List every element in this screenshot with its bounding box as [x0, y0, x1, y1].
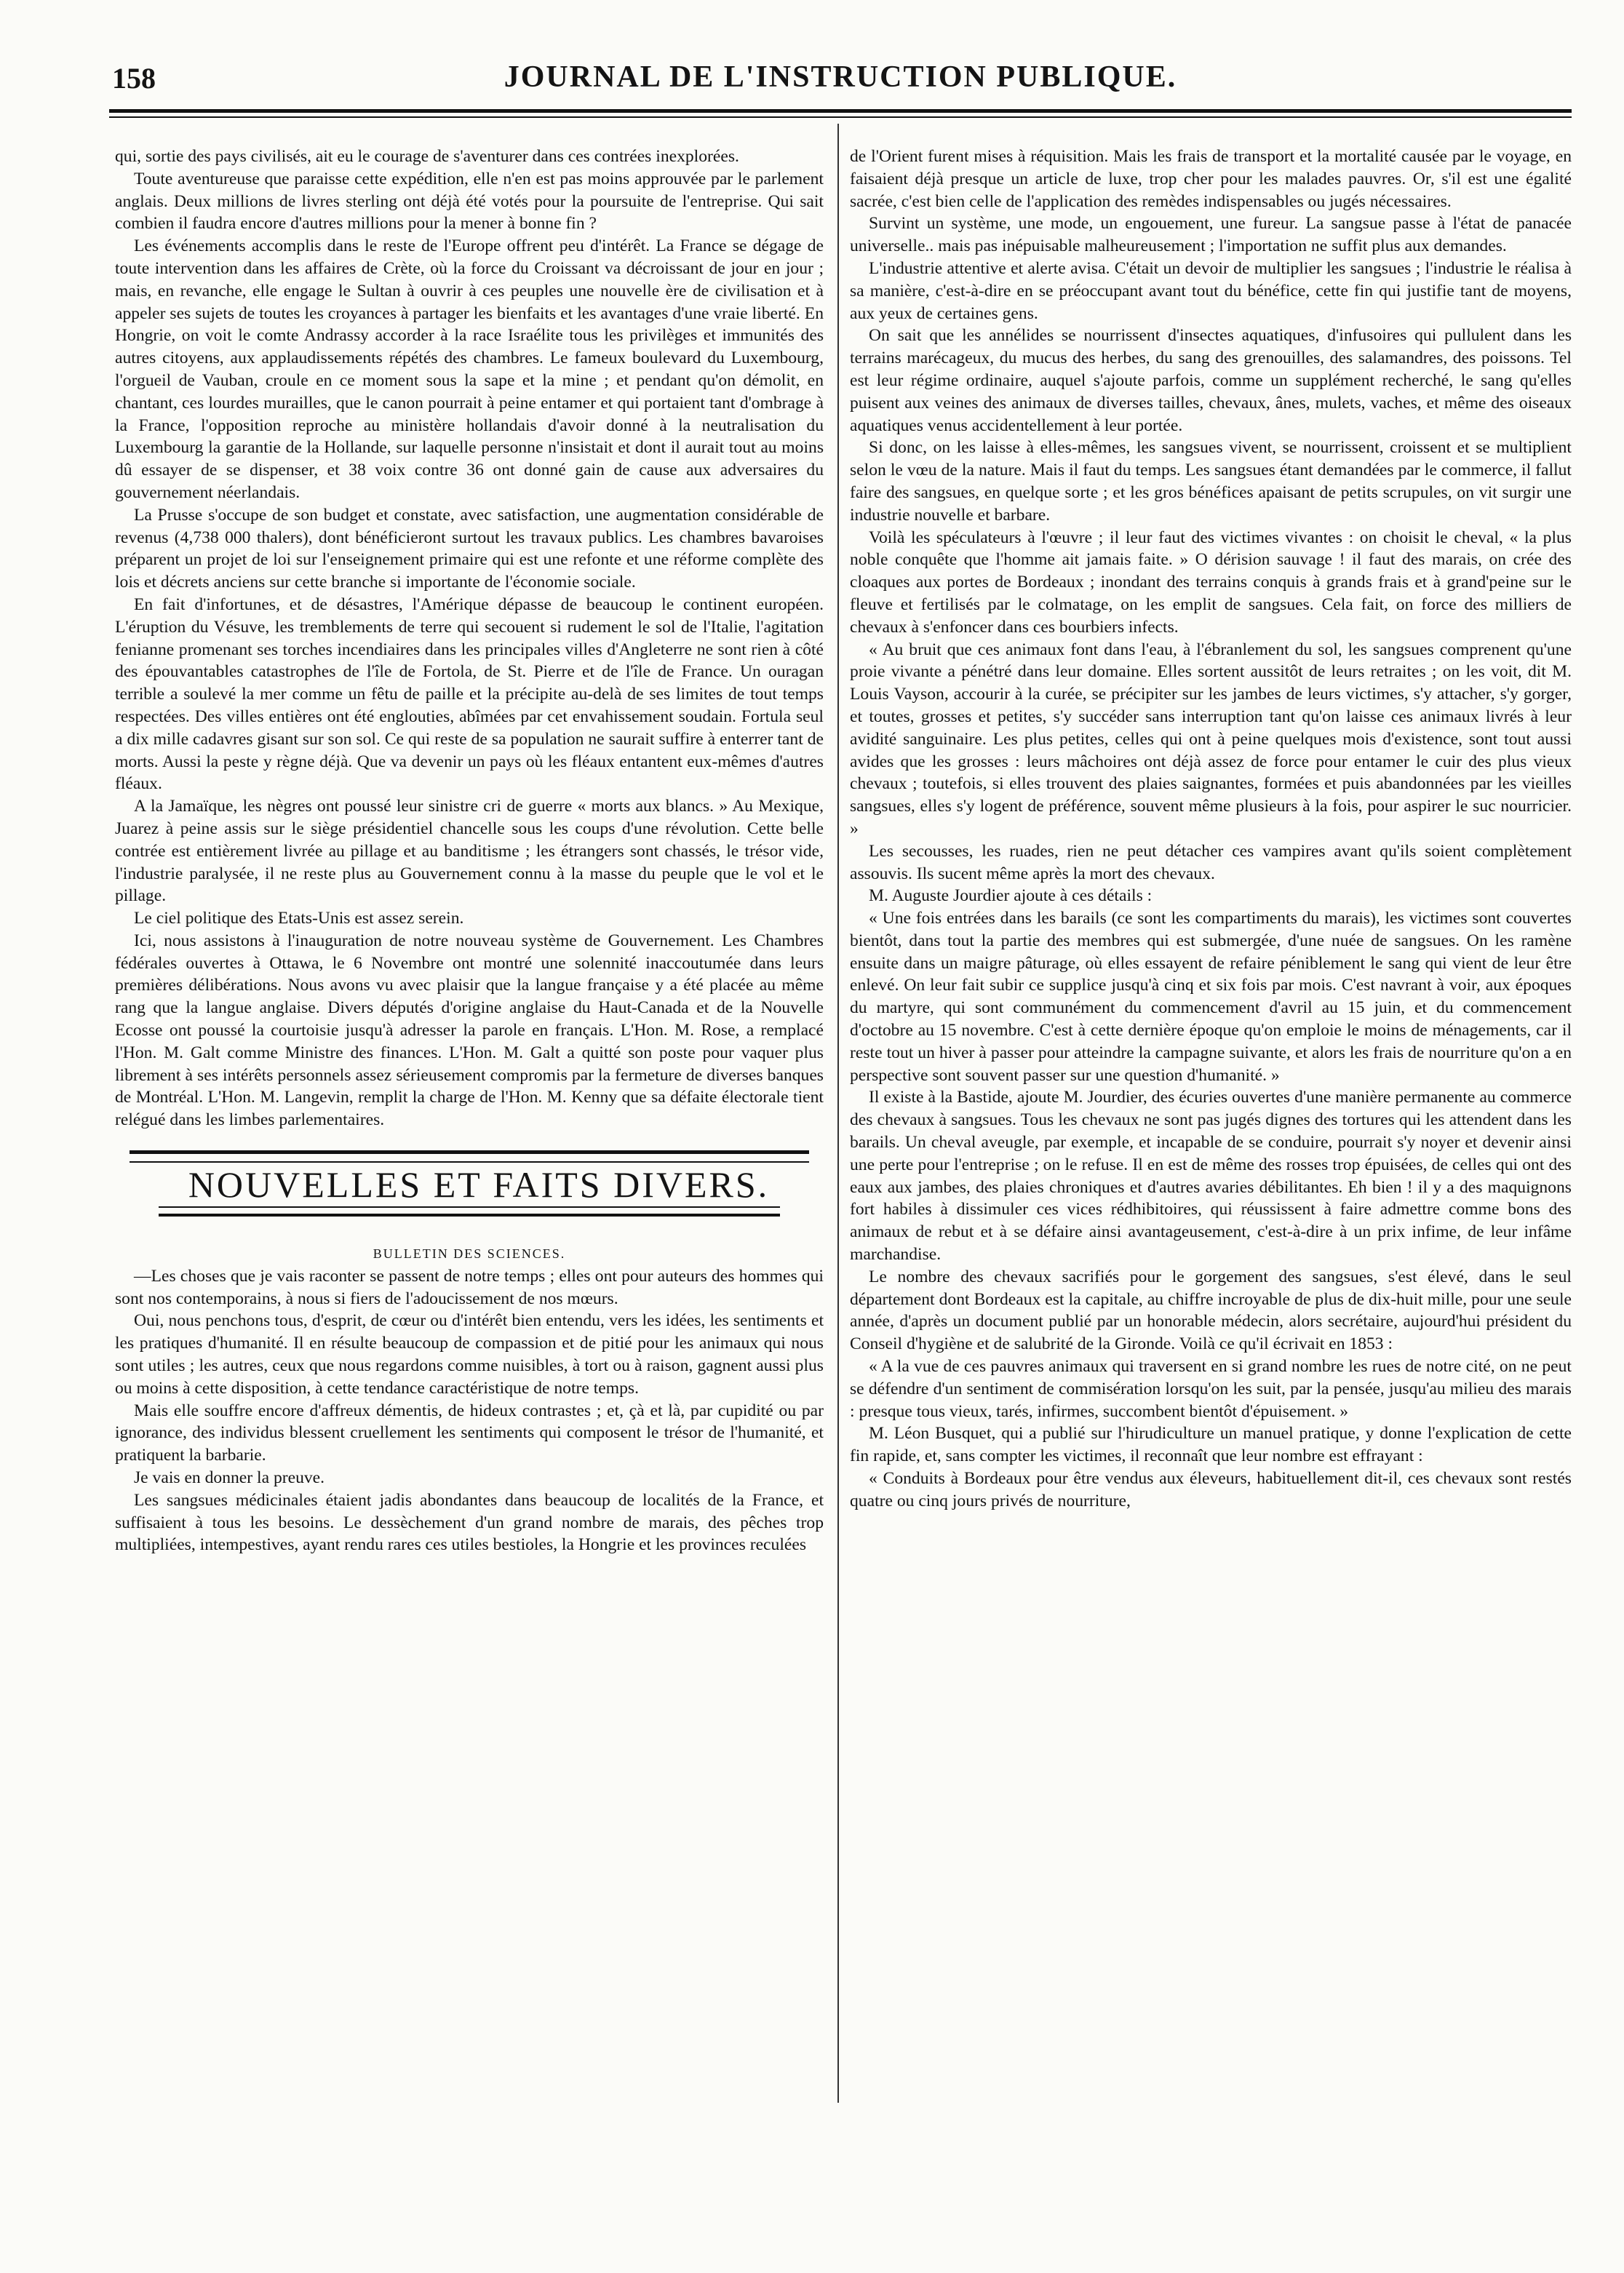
- paragraph: Ici, nous assistons à l'inauguration de notre nouveau système de Gouvernement. Les Chambres fédérales ouvertes à Ottawa, le 6 Novembre ont montré une solennité inaccoutumée dans leurs premières délibérations. Nous avons vu avec plaisir que la langue française y a été placée au même rang que la langue anglaise. Divers députés d'origine anglaise du Haut-Canada et de la Nouvelle Ecosse ont poussé la courtoisie jusqu'à adresser la parole en français. L'Hon. M. Rose, a remplacé l'Hon. M. Galt comme Ministre des finances. L'Hon. M. Galt a quitté son poste pour vaquer plus librement à ses intérêts personnels assez sérieusement compromis par la fermeture de diverses banques de Montréal. L'Hon. M. Langevin, remplit la charge de l'Hon. M. Kenny que sa défaite électorale tient relégué dans les limbes parlementaires.: [115, 931, 824, 1130]
- paragraph: « A la vue de ces pauvres animaux qui traversent en si grand nombre les rues de notre cité, on ne peut se défendre d'un sentiment de commisération lorsqu'on les suit, par la pensée, jusqu'au milieu des marais : presque tous vieux, tarés, infirmes, succombent bientôt d'épuisement. »: [850, 1357, 1572, 1421]
- paragraph: « Une fois entrées dans les barails (ce sont les compartiments du marais), les victimes sont couvertes bientôt, dans tout la partie des membres qui est submergée, d'une nuée de sangsues. On les ramène ensuite dans un maigre pâturage, où elles essayent de refaire péniblement le sang qui vient de leur être enlevé. On leur fait subir ce supplice jusqu'à cinq et six fois par mois. C'est navrant à voir, aux époques du martyre, qui sont communément du commencement d'avril au 15 juin, et du commencement d'octobre au 15 novembre. C'est à cette dernière époque qu'on emploie le moins de ménagements, car il reste tout un hiver à passer pour atteindre la campagne suivante, et alors les frais de nourriture qu'on a en perspective sont souvent passer sur une question d'humanité. »: [850, 909, 1572, 1085]
- paragraph: Les événements accomplis dans le reste de l'Europe offrent peu d'intérêt. La France se dégage de toute intervention dans les affaires de Crète, où la force du Croissant va décroissant de jour en jour ; mais, en revanche, elle engage le Sultan à ouvrir à ces peuples une nouvelle ère de civilisation et à appeler ses sujets de toutes les croyances à partager les bienfaits et les avantages d'une vraie liberté. En Hongrie, on voit le comte Andrassy accorder à la race Israélite tous les privilèges et immunités des autres citoyens, aux applaudissements répétés des chambres. Le fameux boulevard du Luxembourg, l'orgueil de Vauban, croule en ce moment sous la sape et la mine ; et pendant qu'on démolit, en chantant, ces lourdes murailles, que le canon pourrait à peine entamer et qui portaient tant d'ombrage à la France, l'opposition reproche au ministère hollandais d'avoir donné à la neutralisation du Luxembourg la garantie de la Hollande, sur laquelle personne n'insistait et dont il aurait tout au moins dû essayer de se dispenser, et 38 voix contre 36 ont donné gain de cause aux adversaires du gouvernement néerlandais.: [115, 236, 824, 502]
- section-title: NOUVELLES ET FAITS DIVERS.: [188, 1164, 770, 1206]
- paragraph: « Conduits à Bordeaux pour être vendus aux éleveurs, habituellement dit-il, ces chevaux sont restés quatre ou cinq jours privés de nourriture,: [850, 1469, 1572, 1510]
- paragraph: « Au bruit que ces animaux font dans l'eau, à l'ébranlement du sol, les sangsues comprenent qu'une proie vivante a pénétré dans leur domaine. Elles sortent aussitôt de leurs retraites ; on les voit, dit M. Louis Vayson, accourir à la curée, se précipiter sur les jambes de leurs victimes, s'y attacher, s'y gorger, et toutes, grosses et petites, s'y succéder sans interruption tant qu'on laisse ces animaux livrés à leur avidité sanguinaire. Les plus petites, celles qui ont à peine quelques mois d'existence, sont tout aussi avides que les grosses : leurs mâchoires ont déjà assez de force pour entamer le cuir des plus vieux chevaux ; toutefois, si elles trouvent des plaies saignantes, formées et puis abandonnées par les vieilles sangsues, elles s'y logent de préférence, souvent même plusieurs à la fois, pour aspirer le suc nourricier. »: [850, 640, 1572, 838]
- paragraph: Toute aventureuse que paraisse cette expédition, elle n'en est pas moins approuvée par le parlement anglais. Deux millions de livres sterling ont déjà été votés pour la poursuite de l'entreprise. Qui sait combien il faudra encore d'autres millions pour la mener à bonne fin ?: [115, 169, 824, 234]
- paragraph: qui, sortie des pays civilisés, ait eu le courage de s'aventurer dans ces contrées inexplorées.: [115, 147, 739, 166]
- paragraph: M. Auguste Jourdier ajoute à ces détails :: [869, 886, 1153, 906]
- paragraph: —Les choses que je vais raconter se passent de notre temps ; elles ont pour auteurs des hommes qui sont nos contemporains, à nous si fiers de l'adoucissement de nos mœurs.: [115, 1266, 824, 1308]
- header-rule-thick: [109, 109, 1572, 113]
- paragraph: Oui, nous penchons tous, d'esprit, de cœur ou d'intérêt bien entendu, vers les idées, les sentiments et les pratiques d'humanité. Il en résulte beaucoup de compassion et de pitié pour les animaux qui nous sont utiles ; les autres, ceux que nous regardons comme nuisibles, à tort ou à raison, gagnent aussi plus ou moins à cette disposition, à cette tendance caractéristique de notre temps.: [115, 1311, 824, 1398]
- page-number: 158: [112, 62, 156, 95]
- paragraph: A la Jamaïque, les nègres ont poussé leur sinistre cri de guerre « morts aux blancs. » Au Mexique, Juarez à peine assis sur le siège présidentiel chancelle sous les coups d'une révolution. Cette belle contrée est entièrement livrée au pillage et au banditisme ; les étrangers sont chassés, le trésor vide, l'industrie paralysée, il ne reste plus au Gouvernement connu à la masse du peuple que le vol et le pillage.: [115, 797, 824, 906]
- paragraph: Le nombre des chevaux sacrifiés pour le gorgement des sangsues, s'est élevé, dans le seul département dont Bordeaux est la capitale, au chiffre incroyable de plus de dix-huit mille, pour une seule année, d'après un document publié par un honorable médecin, alors secrétaire, aujourd'hui président du Conseil d'hygiène et de salubrité de la Gironde. Voilà ce qu'il écrivait en 1853 :: [850, 1267, 1572, 1354]
- bulletin-title: BULLETIN DES SCIENCES.: [373, 1246, 566, 1262]
- paragraph: La Prusse s'occupe de son budget et constate, avec satisfaction, une augmentation considérable de revenus (4,738 000 thalers), dont bénéficieront surtout les travaux publics. Les chambres bavaroises préparent un projet de loi sur l'enseignement primaire qui est une refonte et une réforme complète des lois et décrets anciens sur cette branche si importante de l'économie sociale.: [115, 505, 824, 592]
- paragraph: En fait d'infortunes, et de désastres, l'Amérique dépasse de beaucoup le continent européen. L'éruption du Vésuve, les tremblements de terre qui secouent si rudement le sol de l'Italie, l'agitation fenianne promenant ses torches incendiaires dans les principales villes d'Angleterre ne sont rien à côté des épouvantables catastrophes de l'île de Fortola, de St. Pierre et de l'île de France. Un ouragan terrible a soulevé la mer comme un fêtu de paille et la précipite au-delà de ses limites de tout temps respectées. Des villes entières ont été englouties, abîmées par cet envahissement soudain. Fortula seul a dix mille cadavres gisant sur son sol. Ce qui reste de sa population ne saurait suffire à enterrer tant de morts. Aussi la peste y règne déjà. Que va devenir un pays où les fléaux entantent eux-mêmes d'autres fléaux.: [115, 594, 824, 794]
- section-rule-bottom: [159, 1206, 780, 1217]
- paragraph: On sait que les annélides se nourrissent d'insectes aquatiques, d'infusoires qui pullulent dans les terrains marécageux, du mucus des herbes, du sang des grenouilles, des salamandres, des poissons. Tel est leur régime ordinaire, auquel s'ajoute parfois, comme un supplément recherché, le sang qu'elles puisent aux veines des animaux de diverses tailles, chevaux, ânes, mulets, vaches, et même des oiseaux aquatiques venus accidentellement à leur portée.: [850, 326, 1572, 435]
- section-rule-top: [130, 1150, 809, 1163]
- journal-title: JOURNAL DE L'INSTRUCTION PUBLIQUE.: [503, 60, 1177, 94]
- paragraph: Les secousses, les ruades, rien ne peut détacher ces vampires avant qu'ils soient complètement assouvis. Ils sucent même après la mort des chevaux.: [850, 841, 1572, 883]
- header-rule-thin: [109, 116, 1572, 118]
- left-column: [115, 146, 824, 1556]
- paragraph: Il existe à la Bastide, ajoute M. Jourdier, des écuries ouvertes d'une manière permanente au commerce des chevaux à sangsues. Tous les chevaux ne sont pas jugés dignes des tortures qui les attendent dans les barails. Un cheval aveugle, par exemple, et incapable de se conduire, pourrait s'y noyer et devenir ainsi une perte pour l'entreprise ; on le refuse. Il en est de même des rosses trop épuisées, de celles qui ont des eaux aux jambes, des plaies chroniques et d'autres avaries débilitantes. Eh bien ! il y a des maquignons fort habiles à dissimuler ces vices rédhibitoires, qui réussissent à faire admettre comme bons des animaux de rebut et à se défaire ainsi avantageusement, c'est-à-dire à un prix infime, de leur infâme marchandise.: [850, 1088, 1572, 1265]
- paragraph: Le ciel politique des Etats-Unis est assez serein.: [134, 909, 464, 928]
- paragraph: Je vais en donner la preuve.: [134, 1468, 325, 1488]
- paragraph: Mais elle souffre encore d'affreux démentis, de hideux contrastes ; et, çà et là, par cupidité ou par ignorance, des individus blessent cruellement les sentiments qui composent le trésor de l'humanité, et pratiquent la barbarie.: [115, 1401, 824, 1465]
- paragraph: Survint un système, une mode, un engouement, une fureur. La sangsue passe à l'état de panacée universelle.. mais pas inépuisable malheureusement ; l'importation ne suffit plus aux demandes.: [850, 214, 1572, 256]
- paragraph: Voilà les spéculateurs à l'œuvre ; il leur faut des victimes vivantes : on choisit le cheval, « la plus noble conquête que l'homme ait jamais faite. » O dérision sauvage ! il faut des marais, on crée des cloaques aux portes de Bordeaux ; inondant des terrains conquis à grands frais et à grand'peine sur le fleuve et fertilisés par le colmatage, on les emplit de sangsues. Cela fait, on force des milliers de chevaux à s'enfoncer dans ces bourbiers infects.: [850, 528, 1572, 637]
- paragraph: Les sangsues médicinales étaient jadis abondantes dans beaucoup de localités de la France, et suffisaient à tous les besoins. Le dessèchement d'un grand nombre de marais, des pêches trop multipliées, intempestives, ayant rendu rares ces utiles bestioles, la Hongrie et les provinces reculées: [115, 1490, 824, 1555]
- paragraph: L'industrie attentive et alerte avisa. C'était un devoir de multiplier les sangsues ; l'industrie le réalisa à sa manière, c'est-à-dire en se préoccupant avant tout du bénéfice, cette fin qui justifie tant de moyens, aux yeux de certaines gens.: [850, 258, 1572, 323]
- paragraph: Si donc, on les laisse à elles-mêmes, les sangsues vivent, se nourrissent, croissent et se multiplient selon le vœu de la nature. Mais il faut du temps. Les sangsues étant demandées par le commerce, il fallut faire des sangsues, en quelque sorte ; et les gros bénéfices apaisant de petits scrupules, on vit surgir une industrie nouvelle et barbare.: [850, 438, 1572, 525]
- running-header: [109, 57, 1572, 100]
- paragraph: M. Léon Busquet, qui a publié sur l'hirudiculture un manuel pratique, y donne l'explication de cette fin rapide, et, sans compter les victimes, il reconnaît que leur nombre est effrayant :: [850, 1424, 1572, 1466]
- paragraph: de l'Orient furent mises à réquisition. Mais les frais de transport et la mortalité causée par le voyage, en faisaient déjà presque un article de luxe, trop cher pour les malades pauvres. Or, s'il est une égalité sacrée, c'est bien celle de l'application des remèdes indispensables ou jugés nécessaires.: [850, 147, 1572, 211]
- right-column: [850, 146, 1572, 1513]
- column-separator: [837, 124, 839, 2103]
